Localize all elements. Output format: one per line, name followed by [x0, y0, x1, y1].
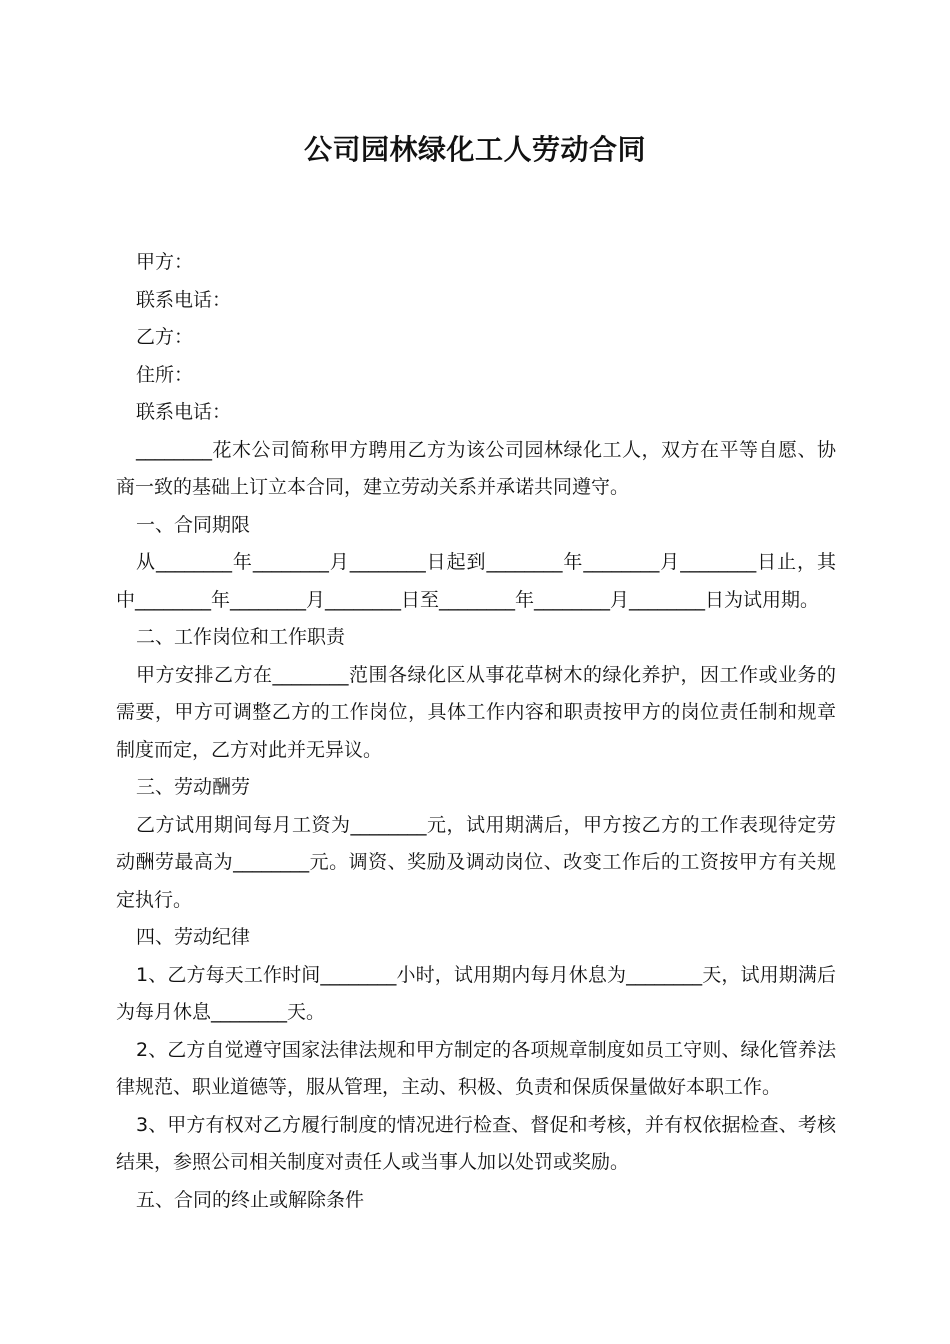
party-b-address-line: 住所：	[136, 363, 194, 386]
duties-paragraph: 甲方安排乙方在________范围各绿化区从事花草树木的绿化养护，因工作或业务的需要，甲方可调整乙方的工作岗位，具体工作内容和职责按甲方的岗位责任制和规章制度而定，乙方对此并无异议。	[116, 663, 836, 761]
party-a-line: 甲方：	[136, 251, 194, 273]
section-heading-duties: 二、工作岗位和工作职责	[136, 626, 346, 648]
document-body	[116, 244, 836, 1219]
section-heading-discipline: 四、劳动纪律	[136, 926, 251, 948]
discipline-item-3: 3、甲方有权对乙方履行制度的情况进行检查、督促和考核，并有权依据检查、考核结果，参照公司相关制度对责任人或当事人加以处罚或奖励。	[116, 1113, 836, 1173]
pay-paragraph: 乙方试用期间每月工资为________元，试用期满后，甲方按乙方的工作表现待定劳动酬劳最高为________元。调资、奖励及调动岗位、改变工作后的工资按甲方有关规定执行。	[116, 813, 836, 911]
party-b-phone-line: 联系电话：	[136, 401, 232, 423]
section-heading-termination: 五、合同的终止或解除条件	[136, 1188, 365, 1211]
party-a-phone-line: 联系电话：	[136, 288, 232, 311]
document-title: 公司园林绿化工人劳动合同	[303, 133, 646, 166]
section-heading-pay: 三、劳动酬劳	[136, 776, 251, 798]
intro-paragraph: ________花木公司简称甲方聘用乙方为该公司园林绿化工人，双方在平等自愿、协商一致的基础上订立本合同，建立劳动关系并承诺共同遵守。	[116, 438, 836, 498]
discipline-item-2: 2、乙方自觉遵守国家法律法规和甲方制定的各项规章制度如员工守则、绿化管养法律规范、职业道德等，服从管理，主动、积极、负责和保质保量做好本职工作。	[116, 1038, 836, 1098]
section-heading-term: 一、合同期限	[136, 513, 251, 536]
term-paragraph: 从________年________月________日起到________年________月________日止，其中________年________月________日至________年________月________日为试用期。	[116, 551, 836, 611]
discipline-item-1: 1、乙方每天工作时间________小时，试用期内每月休息为________天，试用期满后为每月休息________天。	[116, 963, 836, 1023]
party-b-line: 乙方：	[136, 326, 194, 348]
